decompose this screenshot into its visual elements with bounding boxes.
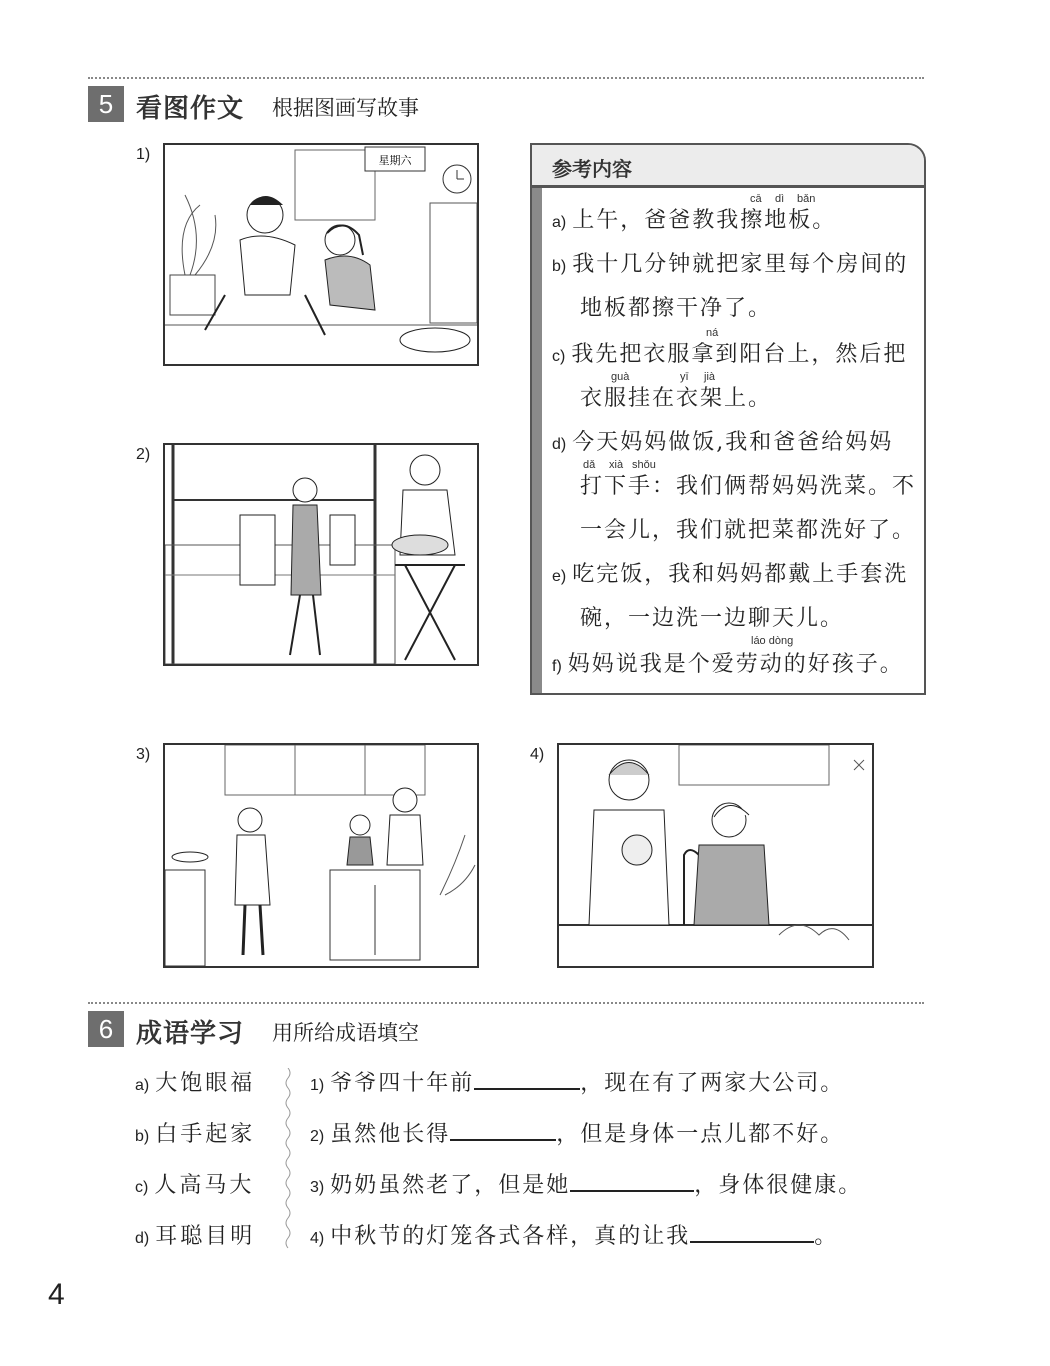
pinyin: xià (609, 459, 624, 471)
reference-line: 打下手：我们俩帮妈妈洗菜。不 (580, 474, 917, 499)
picture-3-kitchen-cooking (163, 743, 479, 968)
section-title: 看图作文 (136, 94, 245, 124)
idiom-item: c) 人高马大 (135, 1173, 255, 1198)
section-number: 5 (88, 86, 124, 122)
reference-heading: 参考内容 (552, 157, 632, 181)
picture-3-illustration (165, 745, 477, 966)
picture-label: 4) (530, 746, 545, 763)
section-divider (88, 1002, 924, 1004)
section-title: 成语学习 (136, 1019, 245, 1049)
reference-line: a) 上午，爸爸教我擦地板。 (552, 208, 837, 233)
picture-2-illustration (165, 445, 477, 664)
picture-label: 1) (136, 146, 151, 163)
section-number: 6 (88, 1011, 124, 1047)
reference-line: 碗，一边洗一边聊天儿。 (580, 606, 845, 631)
pinyin: dǎ (583, 459, 596, 471)
picture-2-hanging-clothes (163, 443, 479, 666)
page-number: 4 (48, 1278, 65, 1311)
reference-side-bar (532, 145, 542, 693)
idiom-item: b) 白手起家 (135, 1122, 256, 1147)
pinyin: bǎn (797, 193, 816, 205)
fill-blank-sentence: 3) 奶奶虽然老了，但是她 ，身体很健康。 (310, 1168, 862, 1199)
answer-blank[interactable] (570, 1170, 694, 1192)
pinyin: guà (611, 371, 630, 383)
picture-label: 2) (136, 446, 151, 463)
wavy-divider (283, 1068, 293, 1250)
reference-header (532, 145, 924, 188)
section-divider (88, 77, 924, 79)
reference-line: 地板都擦干净了。 (580, 296, 773, 321)
pinyin: láo dòng (751, 635, 794, 647)
answer-blank[interactable] (690, 1221, 814, 1243)
calendar-sign: 星期六 (378, 154, 412, 167)
answer-blank[interactable] (450, 1119, 556, 1141)
section-subtitle: 根据图画写故事 (272, 96, 419, 120)
idiom-item: d) 耳聪目明 (135, 1224, 256, 1249)
answer-blank[interactable] (474, 1068, 580, 1090)
reference-line: f) 妈妈说我是个爱劳动的好孩子。 (552, 652, 904, 677)
pinyin: yī (680, 371, 689, 383)
reference-line: b) 我十几分钟就把家里每个房间的 (552, 252, 909, 277)
picture-label: 3) (136, 746, 151, 763)
reference-line: c) 我先把衣服拿到阳台上，然后把 (552, 342, 908, 367)
reference-line: 一会儿，我们就把菜都洗好了。 (580, 518, 917, 543)
picture-4-washing-dishes (557, 743, 874, 968)
pinyin: cā (750, 193, 762, 205)
reference-line: 衣服挂在衣架上。 (580, 386, 773, 411)
pinyin: shǒu (632, 459, 656, 471)
reference-line: d) 今天妈妈做饭,我和爸爸给妈妈 (552, 430, 894, 455)
fill-blank-sentence: 2) 虽然他长得 ，但是身体一点儿都不好。 (310, 1117, 844, 1148)
section-subtitle: 用所给成语填空 (272, 1021, 419, 1045)
reference-line: e) 吃完饭，我和妈妈都戴上手套洗 (552, 562, 909, 587)
reference-content-box (530, 143, 926, 695)
pinyin: dì (775, 193, 785, 205)
picture-4-illustration (559, 745, 872, 966)
pinyin: jià (704, 371, 716, 383)
picture-1-cleaning-floor (163, 143, 479, 366)
fill-blank-sentence: 1) 爷爷四十年前 ，现在有了两家大公司。 (310, 1066, 844, 1097)
idiom-item: a) 大饱眼福 (135, 1071, 256, 1096)
fill-blank-sentence: 4) 中秋节的灯笼各式各样，真的让我 。 (310, 1219, 838, 1250)
pinyin: ná (706, 327, 719, 339)
picture-1-illustration (165, 145, 477, 364)
